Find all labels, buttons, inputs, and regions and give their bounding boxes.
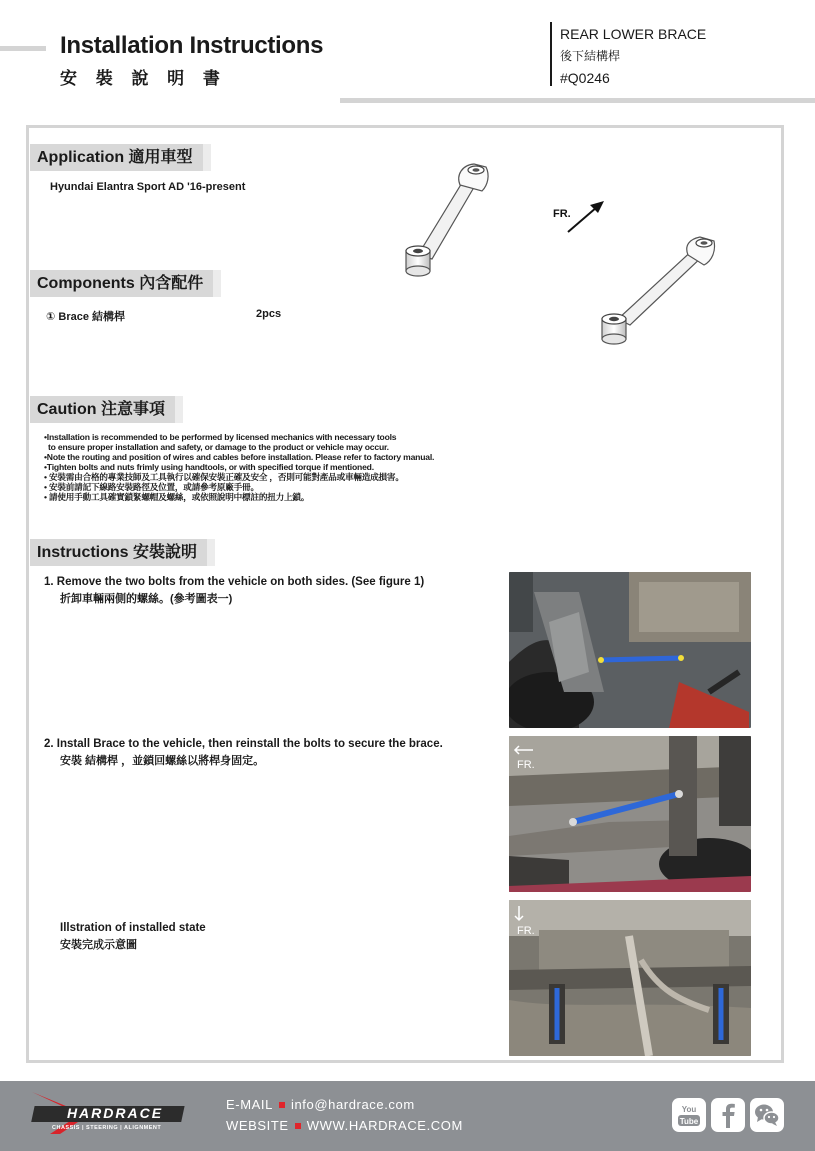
caution-line: • 安裝前請記下線路安裝路徑及位置，或請參考原廠手冊。 [44,482,259,492]
components-heading-text: Components 內含配件 [37,275,204,292]
wechat-icon[interactable] [750,1098,784,1132]
part-number: #Q0246 [560,70,610,86]
instructions-heading-text: Instructions 安裝說明 [37,544,198,561]
brace-illustration-2 [602,237,715,344]
application-heading [30,144,203,171]
caution-line: • 請使用手動工具確實鎖緊螺帽及螺絲，或依照說明中標註的扭力上鎖。 [44,492,310,502]
caution-line: to ensure proper installation and safety, or damage to the product or vehicle may occur. [48,442,389,452]
instruction-step-1 [44,574,424,608]
email-label: E-MAIL [226,1097,273,1112]
caution-heading [30,396,175,423]
facebook-icon[interactable] [711,1098,745,1132]
component-item-qty: 2pcs [256,308,282,320]
caution-line: •Tighten bolts and nuts frimly using handtools, or with specified torque if mentioned. [44,462,374,472]
instructions-heading [30,539,207,566]
application-heading-text: Application 適用車型 [37,149,193,166]
footer-email [226,1097,415,1112]
illustration-text: Illstration of installed state [60,922,206,934]
bullet-square [279,1102,285,1108]
step-2-text: 2. Install Brace to the vehicle, then reinstall the bolts to secure the brace. [44,738,443,750]
caution-line: •Installation is recommended to be performed by licensed mechanics with necessary tools [44,432,397,442]
bullet-square [295,1123,301,1129]
brace-diagram [390,155,730,355]
instruction-step-2 [44,736,443,770]
header-rule-right [340,98,815,103]
header-divider [550,22,552,86]
step-1-text-zh: 折卸車輛兩側的螺絲。(參考圖表一) [60,593,233,605]
step-1-text: 1. Remove the two bolts from the vehicle on both sides. (See figure 1) [44,576,425,588]
caution-line: •Note the routing and position of wires and cables before installation. Please refer to factory manual. [44,452,435,462]
caution-heading-text: Caution 注意事項 [37,401,165,418]
svg-text:Tube: Tube [679,1117,699,1126]
website-link[interactable]: WWW.HARDRACE.COM [306,1118,463,1133]
front-label: FR. [553,208,571,220]
youtube-icon[interactable] [672,1098,706,1132]
caution-list [44,432,434,502]
illustration-text-zh: 安裝完成示意圖 [60,939,137,951]
installed-state-photo [509,900,751,1056]
svg-text:You: You [681,1105,697,1114]
brand-name: HARDRACE [66,1105,164,1121]
illustration-caption [60,920,206,954]
figure-1-photo [509,572,751,728]
footer-website [226,1118,463,1133]
components-heading [30,270,213,297]
page-title-zh: 安 裝 說 明 書 [60,69,227,88]
header-rule-left [0,46,46,51]
product-name-zh: 後下結構桿 [560,49,621,63]
product-info [560,24,706,90]
page-title: Installation Instructions [60,32,324,59]
email-link[interactable]: info@hardrace.com [290,1097,415,1112]
component-item-name: ① Brace 結構桿 [46,311,126,323]
step-2-text-zh: 安裝 結構桿 ，並鎖回螺絲以將桿身固定。 [60,755,265,767]
application-vehicle: Hyundai Elantra Sport AD '16-present [50,181,246,193]
photo-front-label: FR. [517,759,535,771]
website-label: WEBSITE [226,1118,289,1133]
front-direction-arrow-icon [568,201,604,232]
caution-line: • 安裝需由合格的專業技師及工具執行以確保安裝正確及安全 ，否則可能對產品或車輛造成損害。 [44,472,404,482]
product-name: REAR LOWER BRACE [560,26,707,42]
brand-logo [30,1090,190,1140]
brand-tagline: CHASSIS | STEERING | ALIGNMENT [52,1125,162,1131]
figure-2-photo [509,736,751,892]
photo3-front-label: FR. [517,925,535,937]
brace-illustration-1 [406,164,488,276]
